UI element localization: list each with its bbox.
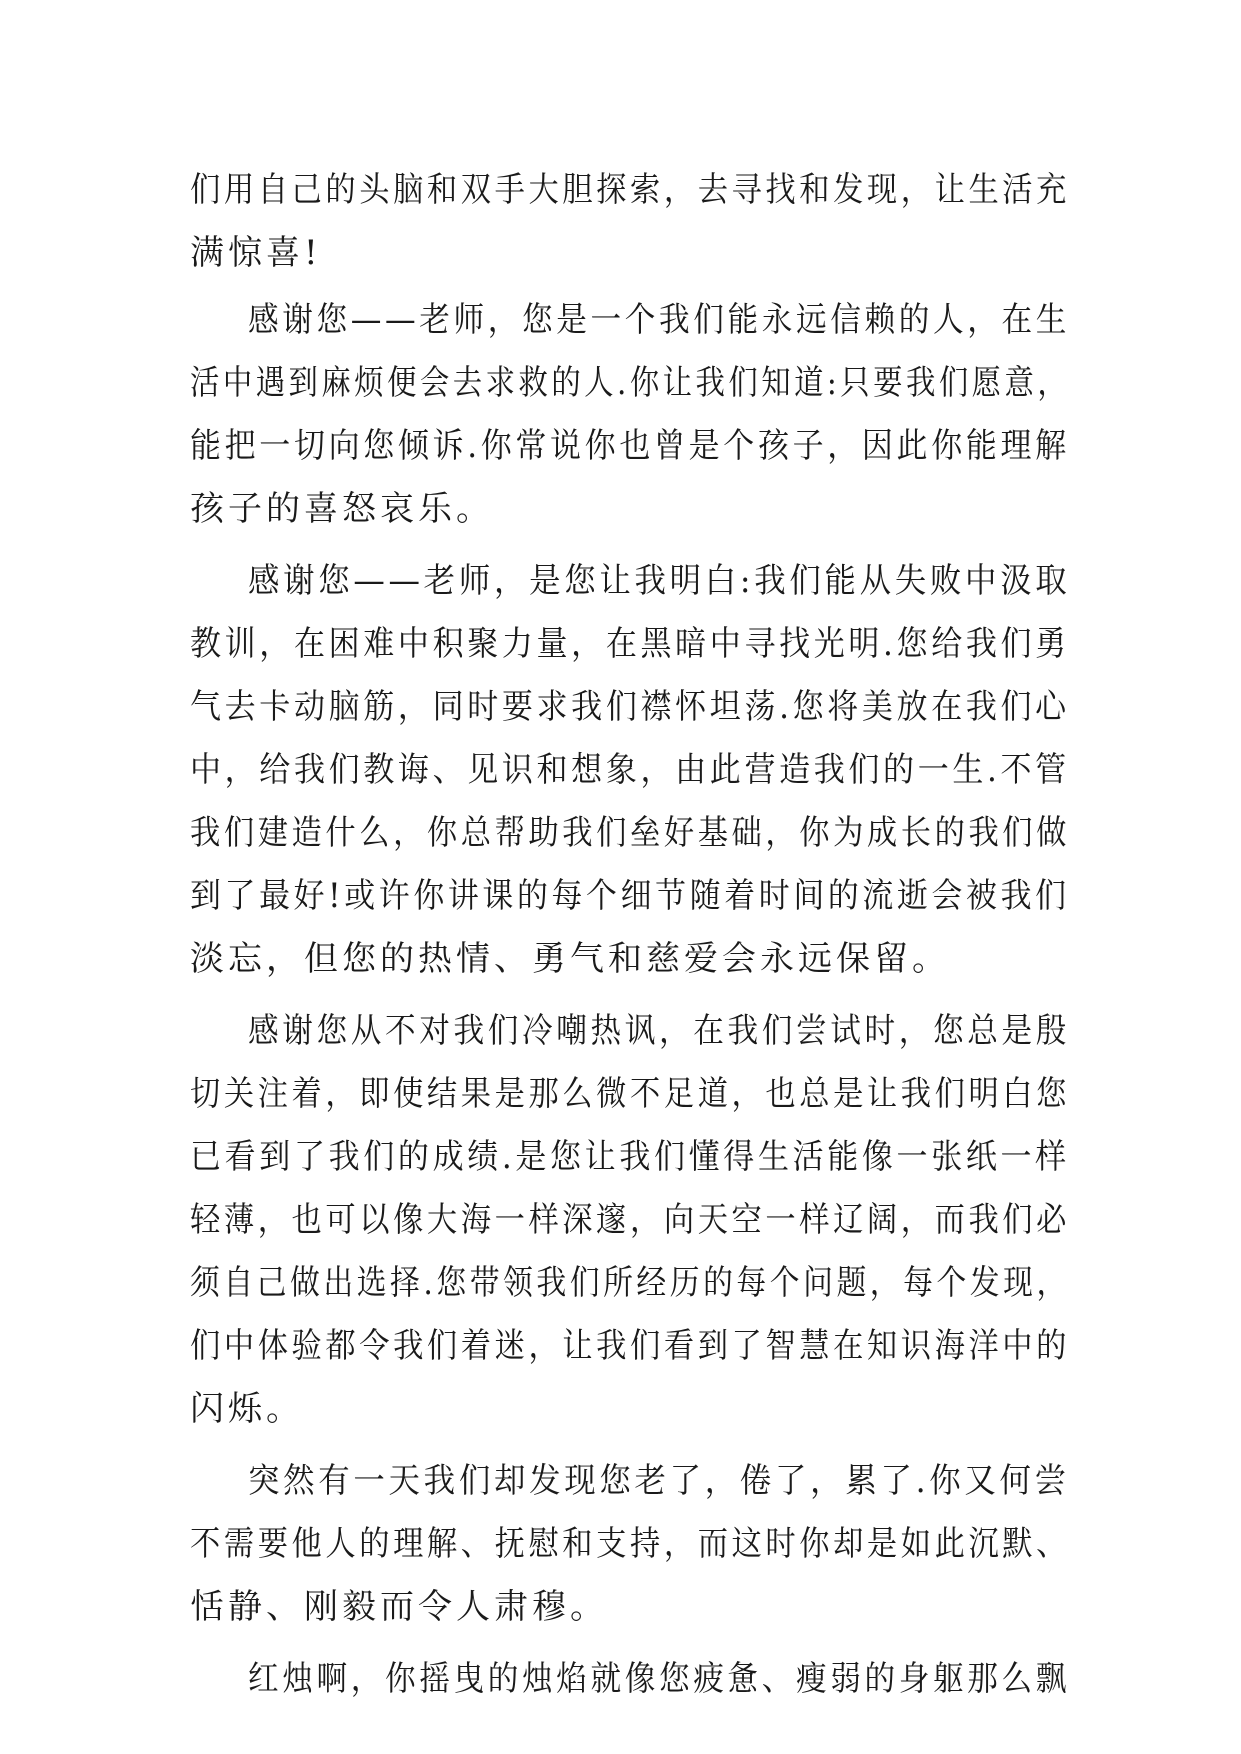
text-line: 能把一切向您倾诉.你常说你也曾是个孩子，因此你能理解 [190,426,1070,466]
text-line: 到了最好!或许你讲课的每个细节随着时间的流逝会被我们 [190,876,1070,916]
text-line: 闪烁。 [190,1389,304,1429]
paragraph-first-line: 感谢您——老师，您是一个我们能永远信赖的人，在生 [248,300,1070,340]
text-line: 须自己做出选择.您带领我们所经历的每个问题，每个发现， [190,1263,1070,1303]
text-line: 教训，在困难中积聚力量，在黑暗中寻找光明.您给我们勇 [190,624,1070,664]
paragraph-first-line: 感谢您从不对我们冷嘲热讽，在我们尝试时，您总是殷 [248,1011,1070,1051]
text-line: 我们建造什么，你总帮助我们垒好基础，你为成长的我们做 [190,813,1070,853]
text-line: 已看到了我们的成绩.是您让我们懂得生活能像一张纸一样 [190,1137,1070,1177]
text-line: 淡忘，但您的热情、勇气和慈爱会永远保留。 [190,939,950,979]
paragraph-first-line: 红烛啊，你摇曳的烛焰就像您疲惫、瘦弱的身躯那么飘 [248,1659,1070,1699]
text-line: 孩子的喜怒哀乐。 [190,489,494,529]
text-line: 中，给我们教诲、见识和想象，由此营造我们的一生.不管 [190,750,1070,790]
paragraph-first-line: 突然有一天我们却发现您老了，倦了，累了.你又何尝 [248,1461,1070,1501]
text-line: 轻薄，也可以像大海一样深邃，向天空一样辽阔，而我们必 [190,1200,1070,1240]
text-line: 活中遇到麻烦便会去求救的人.你让我们知道:只要我们愿意， [190,363,1071,403]
text-line: 气去卡动脑筋，同时要求我们襟怀坦荡.您将美放在我们心 [190,687,1070,727]
text-line: 恬静、刚毅而令人肃穆。 [190,1587,608,1627]
text-line: 们用自己的头脑和双手大胆探索，去寻找和发现，让生活充 [190,170,1070,210]
text-line: 们中体验都令我们着迷，让我们看到了智慧在知识海洋中的 [190,1326,1070,1366]
text-line: 切关注着，即使结果是那么微不足道，也总是让我们明白您 [190,1074,1070,1114]
text-line: 满惊喜! [190,233,322,273]
paragraph-first-line: 感谢您——老师，是您让我明白:我们能从失败中汲取 [248,561,1071,601]
text-line: 不需要他人的理解、抚慰和支持，而这时你却是如此沉默、 [190,1524,1070,1564]
